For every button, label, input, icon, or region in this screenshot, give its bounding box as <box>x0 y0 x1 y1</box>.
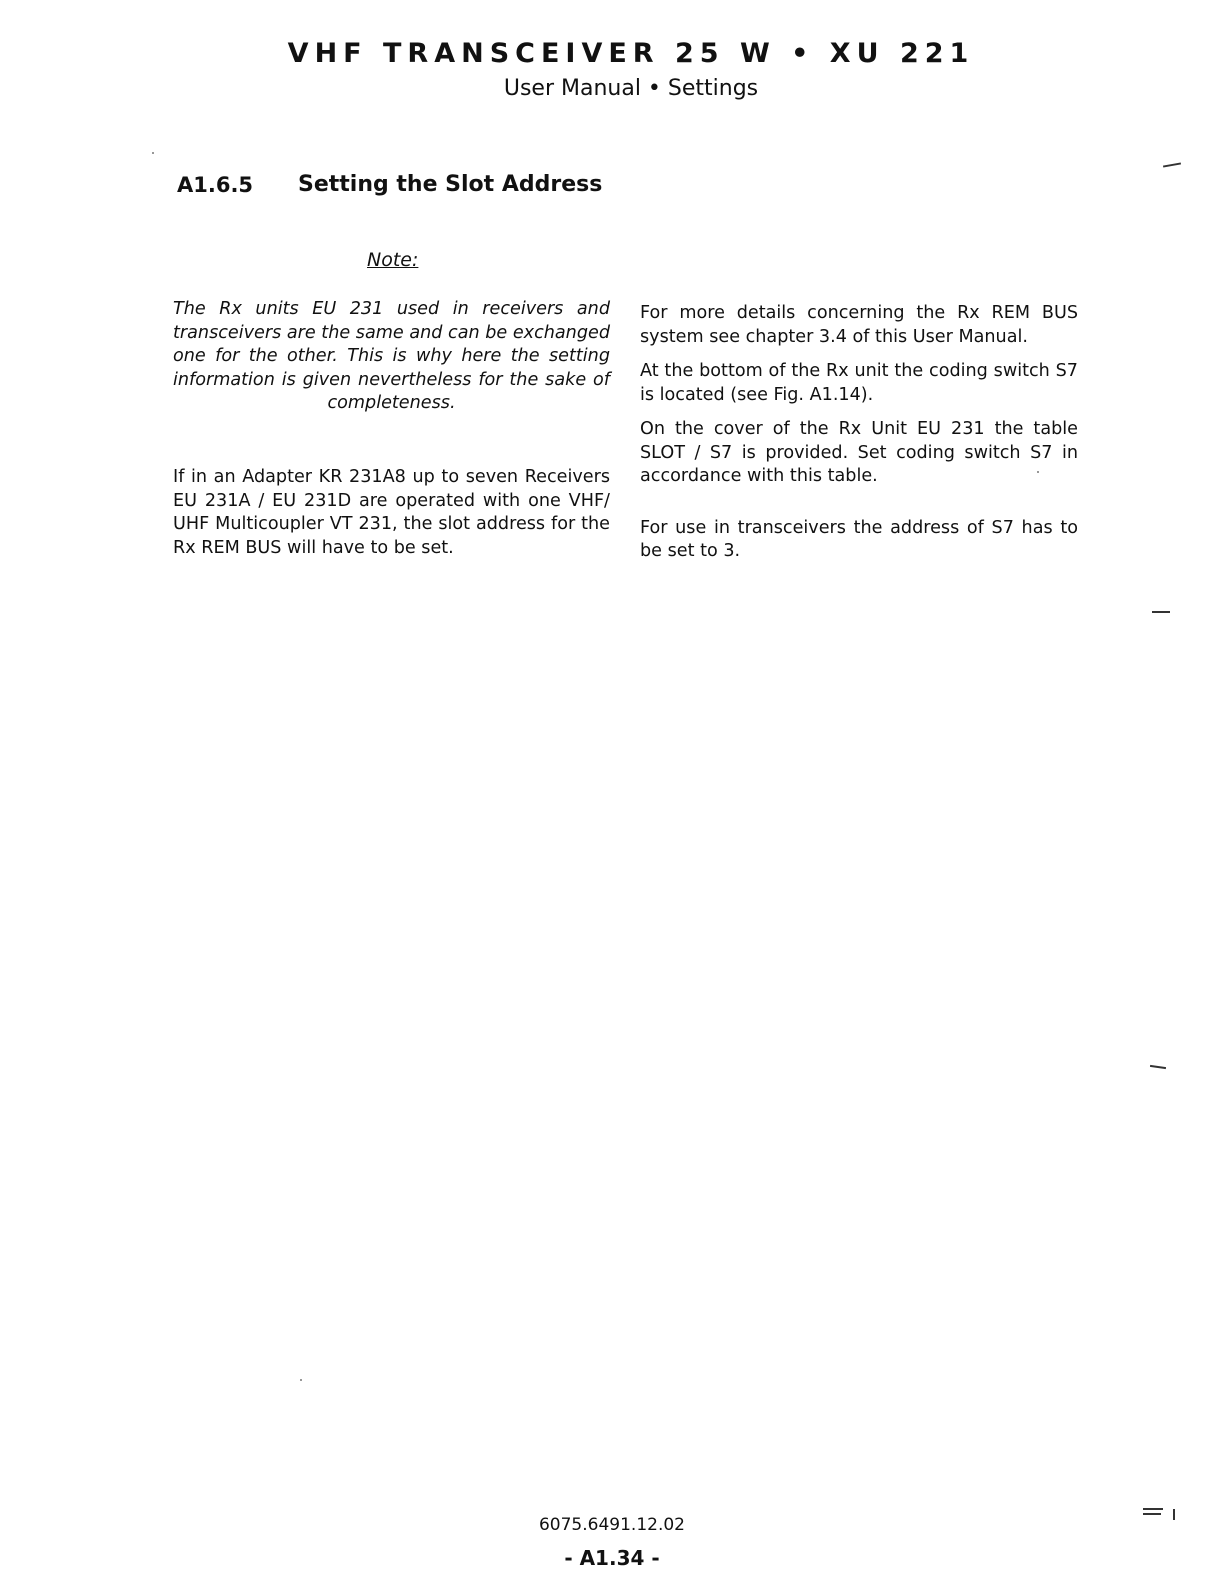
note-label: Note: <box>367 249 419 271</box>
scan-dot <box>1037 471 1039 473</box>
scan-mark <box>1143 1513 1161 1515</box>
scan-dot <box>300 1379 302 1381</box>
left-column <box>173 298 610 416</box>
scan-mark <box>1173 1509 1175 1520</box>
rem-bus-details-paragraph: For more details concerning the Rx REM BUS system see chapter 3.4 of this User Manual. <box>640 303 1078 347</box>
transceiver-address-text: For use in transceivers the address of S7 has to be set to 3. <box>640 517 1078 561</box>
scan-mark <box>1150 1065 1166 1069</box>
scan-mark <box>1143 1508 1163 1510</box>
document-header-title: VHF TRANSCEIVER 25 W • XU 221 <box>287 38 975 69</box>
page-number: - A1.34 - <box>564 1546 660 1570</box>
coding-switch-location-paragraph: At the bottom of the Rx unit the coding switch S7 is located (see Fig. A1.14). <box>640 361 1078 405</box>
scan-mark <box>1152 611 1170 613</box>
section-number: A1.6.5 <box>177 173 254 197</box>
scan-mark <box>1163 162 1181 167</box>
scan-dot <box>152 152 154 154</box>
note-text: The Rx units EU 231 used in receivers and transceivers are the same and can be exchanged one for the other. This is why here the setting information is given nevertheless for the sake of completeness. <box>173 299 610 413</box>
right-column <box>640 302 1078 575</box>
slot-table-paragraph: On the cover of the Rx Unit EU 231 the table SLOT / S7 is provided. Set coding switch S7 in accordance with this table. <box>640 419 1078 486</box>
document-header-subtitle: User Manual • Settings <box>503 76 759 101</box>
transceiver-address-paragraph <box>640 517 1078 564</box>
adapter-paragraph: If in an Adapter KR 231A8 up to seven Receivers EU 231A / EU 231D are operated with one VHF/ UHF Multicoupler VT 231, the slot address for the Rx REM BUS will have to be set. <box>173 467 610 558</box>
section-title: Setting the Slot Address <box>298 172 603 197</box>
document-number: 6075.6491.12.02 <box>538 1515 685 1535</box>
